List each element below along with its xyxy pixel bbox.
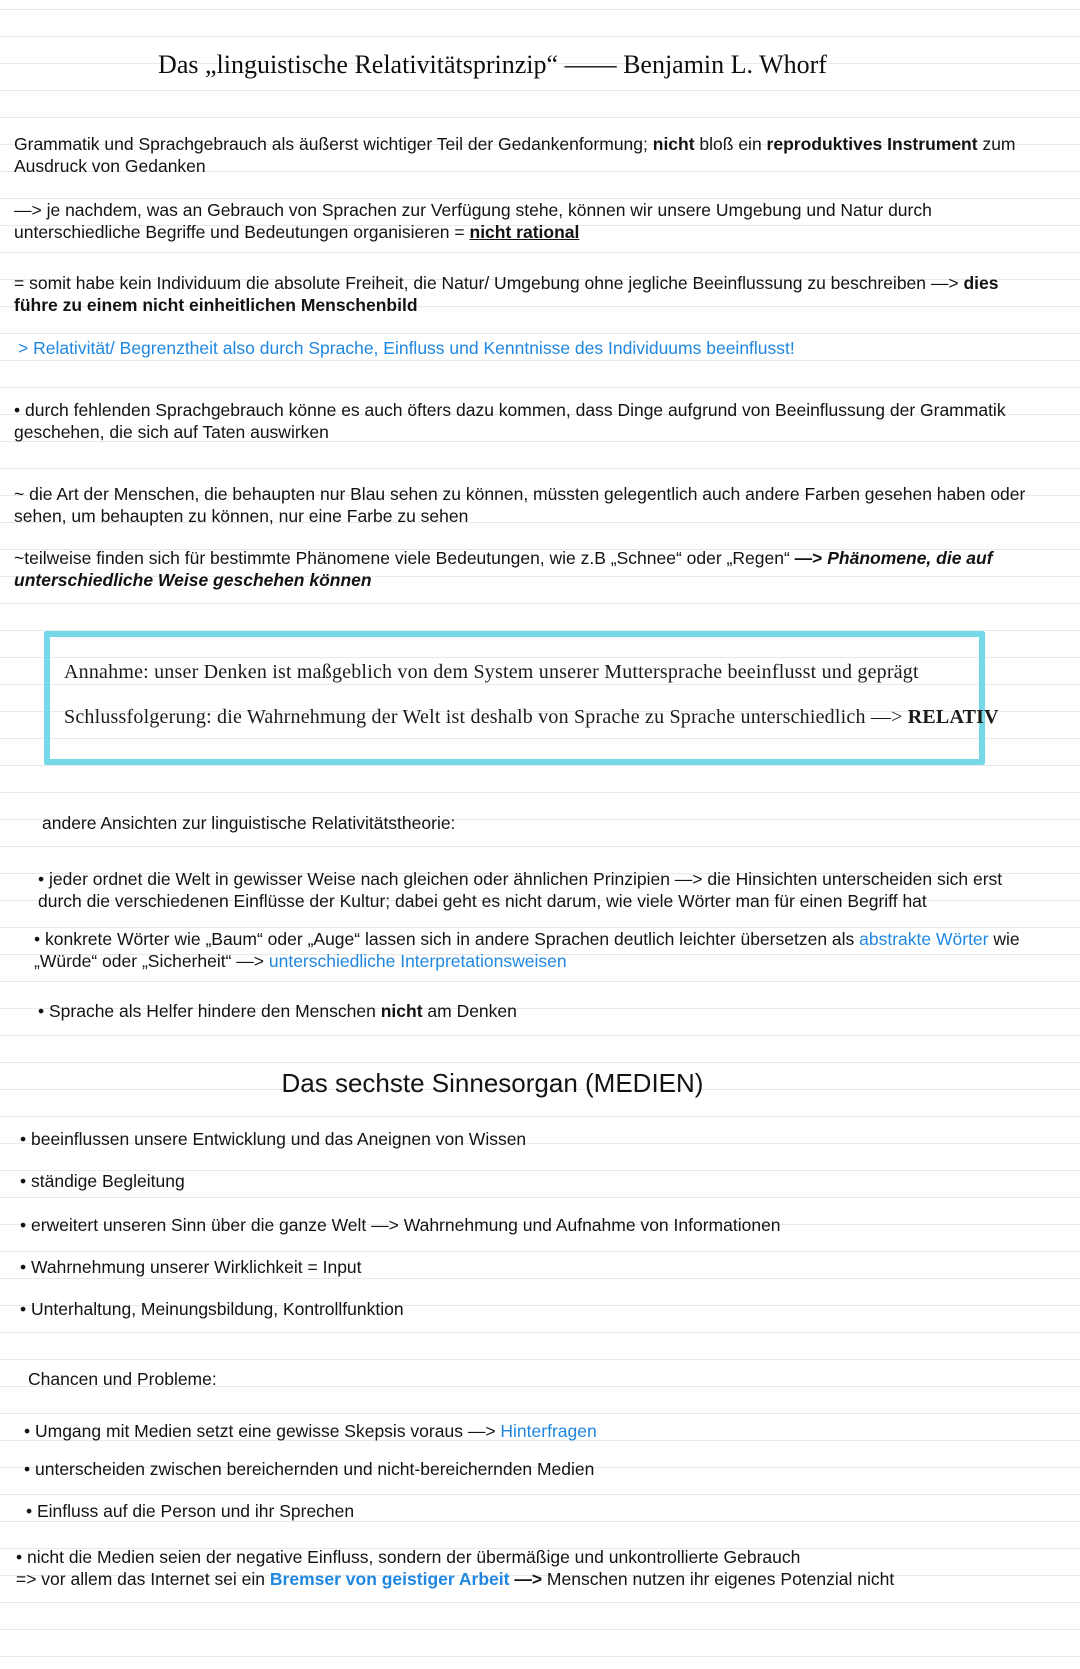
blue-text: abstrakte Wörter — [859, 929, 989, 949]
text-segment: —> je nachdem, was an Gebrauch von Sprachen zur Verfügung stehe, können wir unsere Umgebung und Natur durch — [14, 200, 932, 220]
paragraph-blau-sehen — [14, 483, 1025, 527]
bold-text: führe zu einem nicht einheitlichen Menschenbild — [14, 295, 418, 315]
box-schlussfolgerung-line — [64, 706, 999, 729]
text-segment: Chancen und Probleme: — [28, 1369, 217, 1389]
blue-text: unterschiedliche Interpretationsweisen — [268, 951, 567, 971]
text-segment: Ausdruck von Gedanken — [14, 156, 206, 176]
bold-text: dies — [963, 273, 999, 293]
text-segment: • konkrete Wörter wie „Baum“ oder „Auge“ lassen sich in andere Sprachen deutlich leichter übersetzen als — [34, 929, 860, 949]
bold-text: RELATIV — [907, 706, 999, 728]
text-segment: • jeder ordnet die Welt in gewisser Weise nach gleichen oder ähnlichen Prinzipien —> die Hinsichten unterscheiden sich erst — [38, 869, 1003, 889]
text-segment: • Sprache als Helfer hindere den Menschen — [38, 1001, 381, 1021]
text-segment: • durch fehlenden Sprachgebrauch könne es auch öfters dazu kommen, dass Dinge aufgrund von Beeinflussung der Grammatik — [14, 400, 1006, 420]
paragraph-phaenomene — [14, 547, 993, 591]
text-segment: => vor allem das Internet sei ein — [16, 1569, 270, 1589]
text-segment: Schlussfolgerung: die Wahrnehmung der Welt ist deshalb von Sprache zu Sprache unterschiedlich —> — [64, 706, 908, 728]
bullet-unterhaltung — [20, 1298, 404, 1320]
text-segment: = somit habe kein Individuum die absolute Freiheit, die Natur/ Umgebung ohne jegliche Beeinflussung zu beschreiben —> — [14, 273, 964, 293]
text-segment: geschehen, die sich auf Taten auswirken — [14, 422, 329, 442]
bold-arrow: —> — [794, 548, 828, 568]
bold-arrow: —> — [509, 1569, 547, 1589]
paragraph-grammatik — [14, 133, 1016, 177]
text-segment: ~teilweise finden sich für bestimmte Phänomene viele Bedeutungen, wie z.B „Schnee“ oder „Regen“ — [14, 548, 795, 568]
text-segment: andere Ansichten zur linguistische Relativitätstheorie: — [42, 813, 456, 833]
bold-blue-text: Bremser von geistiger Arbeit — [269, 1569, 510, 1589]
text-segment: • beeinflussen unsere Entwicklung und das Aneignen von Wissen — [20, 1129, 527, 1149]
bullet-sprache-helfer — [38, 1000, 517, 1022]
text-segment: • nicht die Medien seien der negative Einfluss, sondern der übermäßige und unkontrollierte Gebrauch — [16, 1547, 801, 1567]
bullet-unterscheiden-medien — [24, 1458, 594, 1480]
text-segment: durch die verschiedenen Einflüsse der Kultur; dabei geht es nicht darum, wie viele Wörter man für einen Begriff hat — [38, 891, 927, 911]
paragraph-relativitaet-blue — [18, 337, 795, 359]
bullet-konkrete-woerter — [34, 928, 1020, 972]
subheading-andere-ansichten — [42, 812, 455, 834]
bullet-negativer-einfluss — [16, 1546, 894, 1590]
text-segment: • ständige Begleitung — [20, 1171, 185, 1191]
bullet-wahrnehmung-input — [20, 1256, 362, 1278]
bold-italic-text: Phänomene, die auf — [827, 548, 993, 568]
bullet-einfluss-person — [26, 1500, 354, 1522]
bullet-entwicklung — [20, 1128, 526, 1150]
bullet-umgang-medien — [24, 1420, 597, 1442]
bold-underline-text: nicht rational — [469, 222, 580, 242]
text-segment: Menschen nutzen ihr eigenes Potenzial nicht — [546, 1569, 895, 1589]
text-segment: Annahme: unser Denken ist maßgeblich von dem System unserer Muttersprache beeinflusst und geprägt — [64, 661, 919, 683]
text-segment: ~ die Art der Menschen, die behaupten nur Blau sehen zu können, müssten gelegentlich auch andere Farben gesehen haben oder — [14, 484, 1026, 504]
paragraph-arrow-je-nachdem — [14, 199, 932, 243]
text-segment: zum — [977, 134, 1016, 154]
bullet-erweitert-sinn — [20, 1214, 781, 1236]
text-segment: bloß ein — [694, 134, 767, 154]
box-annahme-line — [64, 661, 919, 684]
bold-text: nicht — [652, 134, 695, 154]
bold-text: reproduktives Instrument — [766, 134, 978, 154]
bullet-sprachgebrauch — [14, 399, 1006, 443]
bullet-jeder-ordnet — [38, 868, 1002, 912]
text-segment: • Wahrnehmung unserer Wirklichkeit = Input — [20, 1257, 362, 1277]
text-segment: • Umgang mit Medien setzt eine gewisse Skepsis voraus —> — [24, 1421, 501, 1441]
text-segment: sehen, um behaupten zu können, nur eine Farbe zu sehen — [14, 506, 469, 526]
page-title: Das „linguistische Relativitätsprinzip“ —— Benjamin L. Whorf — [158, 50, 827, 79]
bold-text: nicht — [380, 1001, 423, 1021]
text-segment: • erweitert unseren Sinn über die ganze Welt —> Wahrnehmung und Aufnahme von Informationen — [20, 1215, 781, 1235]
highlight-box — [44, 631, 999, 765]
text-segment: „Würde“ oder „Sicherheit“ —> — [34, 951, 269, 971]
blue-text: > Relativität/ Begrenztheit also durch Sprache, Einfluss und Kenntnisse des Individuums beeinflusst! — [18, 338, 795, 358]
text-segment: am Denken — [422, 1001, 517, 1021]
bold-italic-text: unterschiedliche Weise geschehen können — [14, 570, 372, 590]
paragraph-somit — [14, 272, 999, 316]
text-segment: unterschiedliche Begriffe und Bedeutungen organisieren = — [14, 222, 470, 242]
text-segment: Grammatik und Sprachgebrauch als äußerst wichtiger Teil der Gedankenformung; — [14, 134, 653, 154]
section-heading-medien: Das sechste Sinnesorgan (MEDIEN) — [281, 1068, 704, 1098]
bullet-begleitung — [20, 1170, 185, 1192]
blue-text: Hinterfragen — [500, 1421, 597, 1441]
text-segment: • unterscheiden zwischen bereichernden und nicht-bereichernden Medien — [24, 1459, 595, 1479]
text-segment: wie — [988, 929, 1020, 949]
subheading-chancen-probleme — [28, 1368, 217, 1390]
text-segment: • Unterhaltung, Meinungsbildung, Kontrollfunktion — [20, 1299, 404, 1319]
text-segment: • Einfluss auf die Person und ihr Sprechen — [26, 1501, 355, 1521]
